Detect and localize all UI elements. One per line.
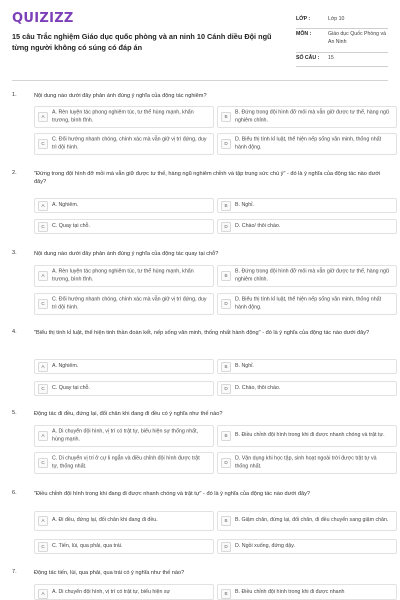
option-text: D. Biểu thị tính kỉ luật, thể hiện nếp sống văn minh, thống nhất hành động. — [235, 296, 382, 310]
question-stem: "Đứng trong đội hình đỡ mỏi mà vẫn giữ được tư thế, hàng ngũ nghiêm chỉnh và tập trung sức chú ý" - đó là ý nghĩa của động tác nào dưới đây? — [34, 171, 381, 185]
option-text: D. Ngồi xuống, đứng dậy. — [235, 542, 295, 549]
option-a[interactable] — [34, 106, 214, 128]
header-divider — [12, 80, 388, 81]
quizizz-logo: QUIZIZZ — [12, 11, 74, 26]
option-text: A. Rèn luyện tác phong nghiêm túc, tư thế hùng mạnh, khẩn trương, bình tĩnh. — [52, 109, 194, 123]
question-stem: "Biểu thị tính kỉ luật, thể hiện tinh thần đoàn kết, nếp sống văn minh, thống nhất hành động" - đó là ý nghĩa của động tác nào dưới đây? — [34, 330, 370, 336]
option-a[interactable] — [34, 265, 214, 287]
option-text: A. Rèn luyện tác phong nghiêm túc, tư thế hùng mạnh, khẩn trương, bình tĩnh. — [52, 268, 194, 282]
option-text: A. Nghiêm. — [52, 201, 79, 208]
option-text: B. Nghỉ. — [235, 201, 254, 208]
option-text: B. Đứng trong đội hình đỡ mỏi mà vẫn giữ được tư thế, hàng ngũ nghiêm chỉnh. — [235, 268, 389, 282]
count-value: 15 — [328, 55, 334, 61]
grade-label: LỚP : — [296, 16, 311, 22]
option-d[interactable] — [217, 539, 397, 554]
option-a[interactable] — [34, 584, 214, 600]
option-key: D — [221, 458, 231, 468]
info-row-subject — [296, 29, 388, 53]
option-b[interactable] — [217, 359, 397, 374]
option-a[interactable] — [34, 359, 214, 374]
info-table — [296, 14, 388, 67]
question-number: 5. — [12, 410, 17, 416]
question-number: 6. — [12, 490, 17, 496]
option-c[interactable] — [34, 539, 214, 554]
subject-value: Giáo dục Quốc Phòng và An Ninh — [328, 31, 386, 45]
option-key: C — [38, 384, 48, 394]
option-key: D — [221, 299, 231, 309]
option-a[interactable] — [34, 198, 214, 213]
option-text: B. Giậm chân, đứng lại, đổi chân, đi đều chuyển sang giậm chân. — [235, 517, 389, 524]
info-row-grade — [296, 14, 388, 29]
question-stem: Động tác tiến, lùi, qua phải, qua trái có ý nghĩa như thế nào? — [34, 570, 185, 576]
option-key: B — [221, 271, 231, 281]
option-text: C. Quay tại chỗ. — [52, 384, 90, 391]
option-key: A — [38, 201, 48, 211]
option-b[interactable] — [217, 198, 397, 213]
option-key: D — [221, 222, 231, 232]
option-text: B. Đứng trong đội hình đỡ mỏi mà vẫn giữ được tư thế, hàng ngũ nghiêm chỉnh. — [235, 109, 389, 123]
question-number: 2. — [12, 170, 17, 176]
option-b[interactable] — [217, 425, 397, 447]
question-number: 4. — [12, 329, 17, 335]
option-b[interactable] — [217, 265, 397, 287]
option-text: C. Di chuyển vị trí ở cự li ngắn và điều chỉnh đội hình được trật tự, thống nhất. — [52, 455, 200, 469]
option-text: D. Chào/ thôi chào. — [235, 222, 281, 229]
option-text: C. Quay tại chỗ. — [52, 222, 90, 229]
option-c[interactable] — [34, 452, 214, 474]
option-key: B — [221, 516, 231, 526]
option-key: A — [38, 362, 48, 372]
option-c[interactable] — [34, 293, 214, 315]
option-c[interactable] — [34, 133, 214, 155]
option-b[interactable] — [217, 106, 397, 128]
option-text: C. Đổi hướng nhanh chóng, chính xác mà vẫn giữ vị trí đứng, duy trì đội hình. — [52, 136, 207, 150]
option-text: D. Biểu thị tính kỉ luật, thể hiện nếp sống văn minh, thống nhất hành động. — [235, 136, 382, 150]
option-text: A. Đi đều, đứng lại, đổi chân khi đang đi đều. — [52, 517, 158, 524]
option-d[interactable] — [217, 219, 397, 234]
option-c[interactable] — [34, 219, 214, 234]
option-d[interactable] — [217, 381, 397, 396]
subject-label: MÔN : — [296, 31, 312, 37]
question-stem: Nội dung nào dưới đây phản ánh đúng ý nghĩa của động tác quay tại chỗ? — [34, 251, 219, 257]
option-text: A. Nghiêm. — [52, 362, 79, 369]
option-text: A. Di chuyển đội hình, vị trí có trật tự, biểu hiện sự thống nhất, hùng mạnh. — [52, 428, 199, 442]
option-a[interactable] — [34, 425, 214, 447]
option-key: B — [221, 201, 231, 211]
question-stem: Nội dung nào dưới đây phản ánh đúng ý nghĩa của động tác nghiêm? — [34, 93, 207, 99]
option-key: A — [38, 516, 48, 526]
option-text: D. Chào, thôi chào. — [235, 384, 281, 391]
option-b[interactable] — [217, 584, 397, 600]
question-number: 3. — [12, 250, 17, 256]
info-row-count — [296, 53, 388, 67]
question-stem: "Điều chỉnh đội hình trong khi đang đi được nhanh chóng và trật tự" - đó là ý nghĩa của động tác nào dưới đây? — [34, 491, 310, 497]
option-key: B — [221, 362, 231, 372]
option-key: C — [38, 139, 48, 149]
option-c[interactable] — [34, 381, 214, 396]
option-key: C — [38, 299, 48, 309]
option-text: B. Nghỉ. — [235, 362, 254, 369]
page-title: 15 câu Trắc nghiệm Giáo dục quốc phòng và an ninh 10 Cánh diều Đội ngũ từng người không có súng có đáp án — [12, 32, 272, 52]
question-number: 1. — [12, 92, 17, 98]
option-key: A — [38, 431, 48, 441]
question-stem: Động tác đi đều, đứng lại, đổi chân khi đang đi đều có ý nghĩa như thế nào? — [34, 411, 223, 417]
option-key: D — [221, 384, 231, 394]
option-key: C — [38, 542, 48, 552]
option-d[interactable] — [217, 452, 397, 474]
option-text: C. Tiến, lùi, qua phải, qua trái. — [52, 542, 123, 549]
option-key: A — [38, 112, 48, 122]
option-d[interactable] — [217, 293, 397, 315]
option-a[interactable] — [34, 511, 214, 531]
option-text: B. Điều chỉnh đội hình trong khi đi được nhanh — [235, 589, 345, 595]
option-key: C — [38, 222, 48, 232]
option-key: B — [221, 112, 231, 122]
option-key: C — [38, 458, 48, 468]
grade-value: Lớp 10 — [328, 16, 345, 22]
option-text: D. Vận dụng khi học tập, sinh hoạt ngoài trời được trật tự và thống nhất. — [235, 455, 377, 469]
option-key: A — [38, 589, 48, 599]
option-key: B — [221, 431, 231, 441]
option-key: D — [221, 139, 231, 149]
count-label: SỐ CÂU : — [296, 55, 320, 61]
option-key: A — [38, 271, 48, 281]
question-number: 7. — [12, 569, 17, 575]
option-b[interactable] — [217, 511, 397, 531]
option-key: B — [221, 589, 231, 599]
option-key: D — [221, 542, 231, 552]
option-text: B. Điều chỉnh đội hình trong khi đi được nhanh chóng và trật tự. — [235, 432, 385, 439]
option-d[interactable] — [217, 133, 397, 155]
option-text: C. Đổi hướng nhanh chóng, chính xác mà vẫn giữ vị trí đứng, duy trì đội hình. — [52, 296, 207, 310]
option-text: A. Di chuyển đội hình, vị trí có trật tự, biểu hiện sự — [52, 589, 171, 595]
